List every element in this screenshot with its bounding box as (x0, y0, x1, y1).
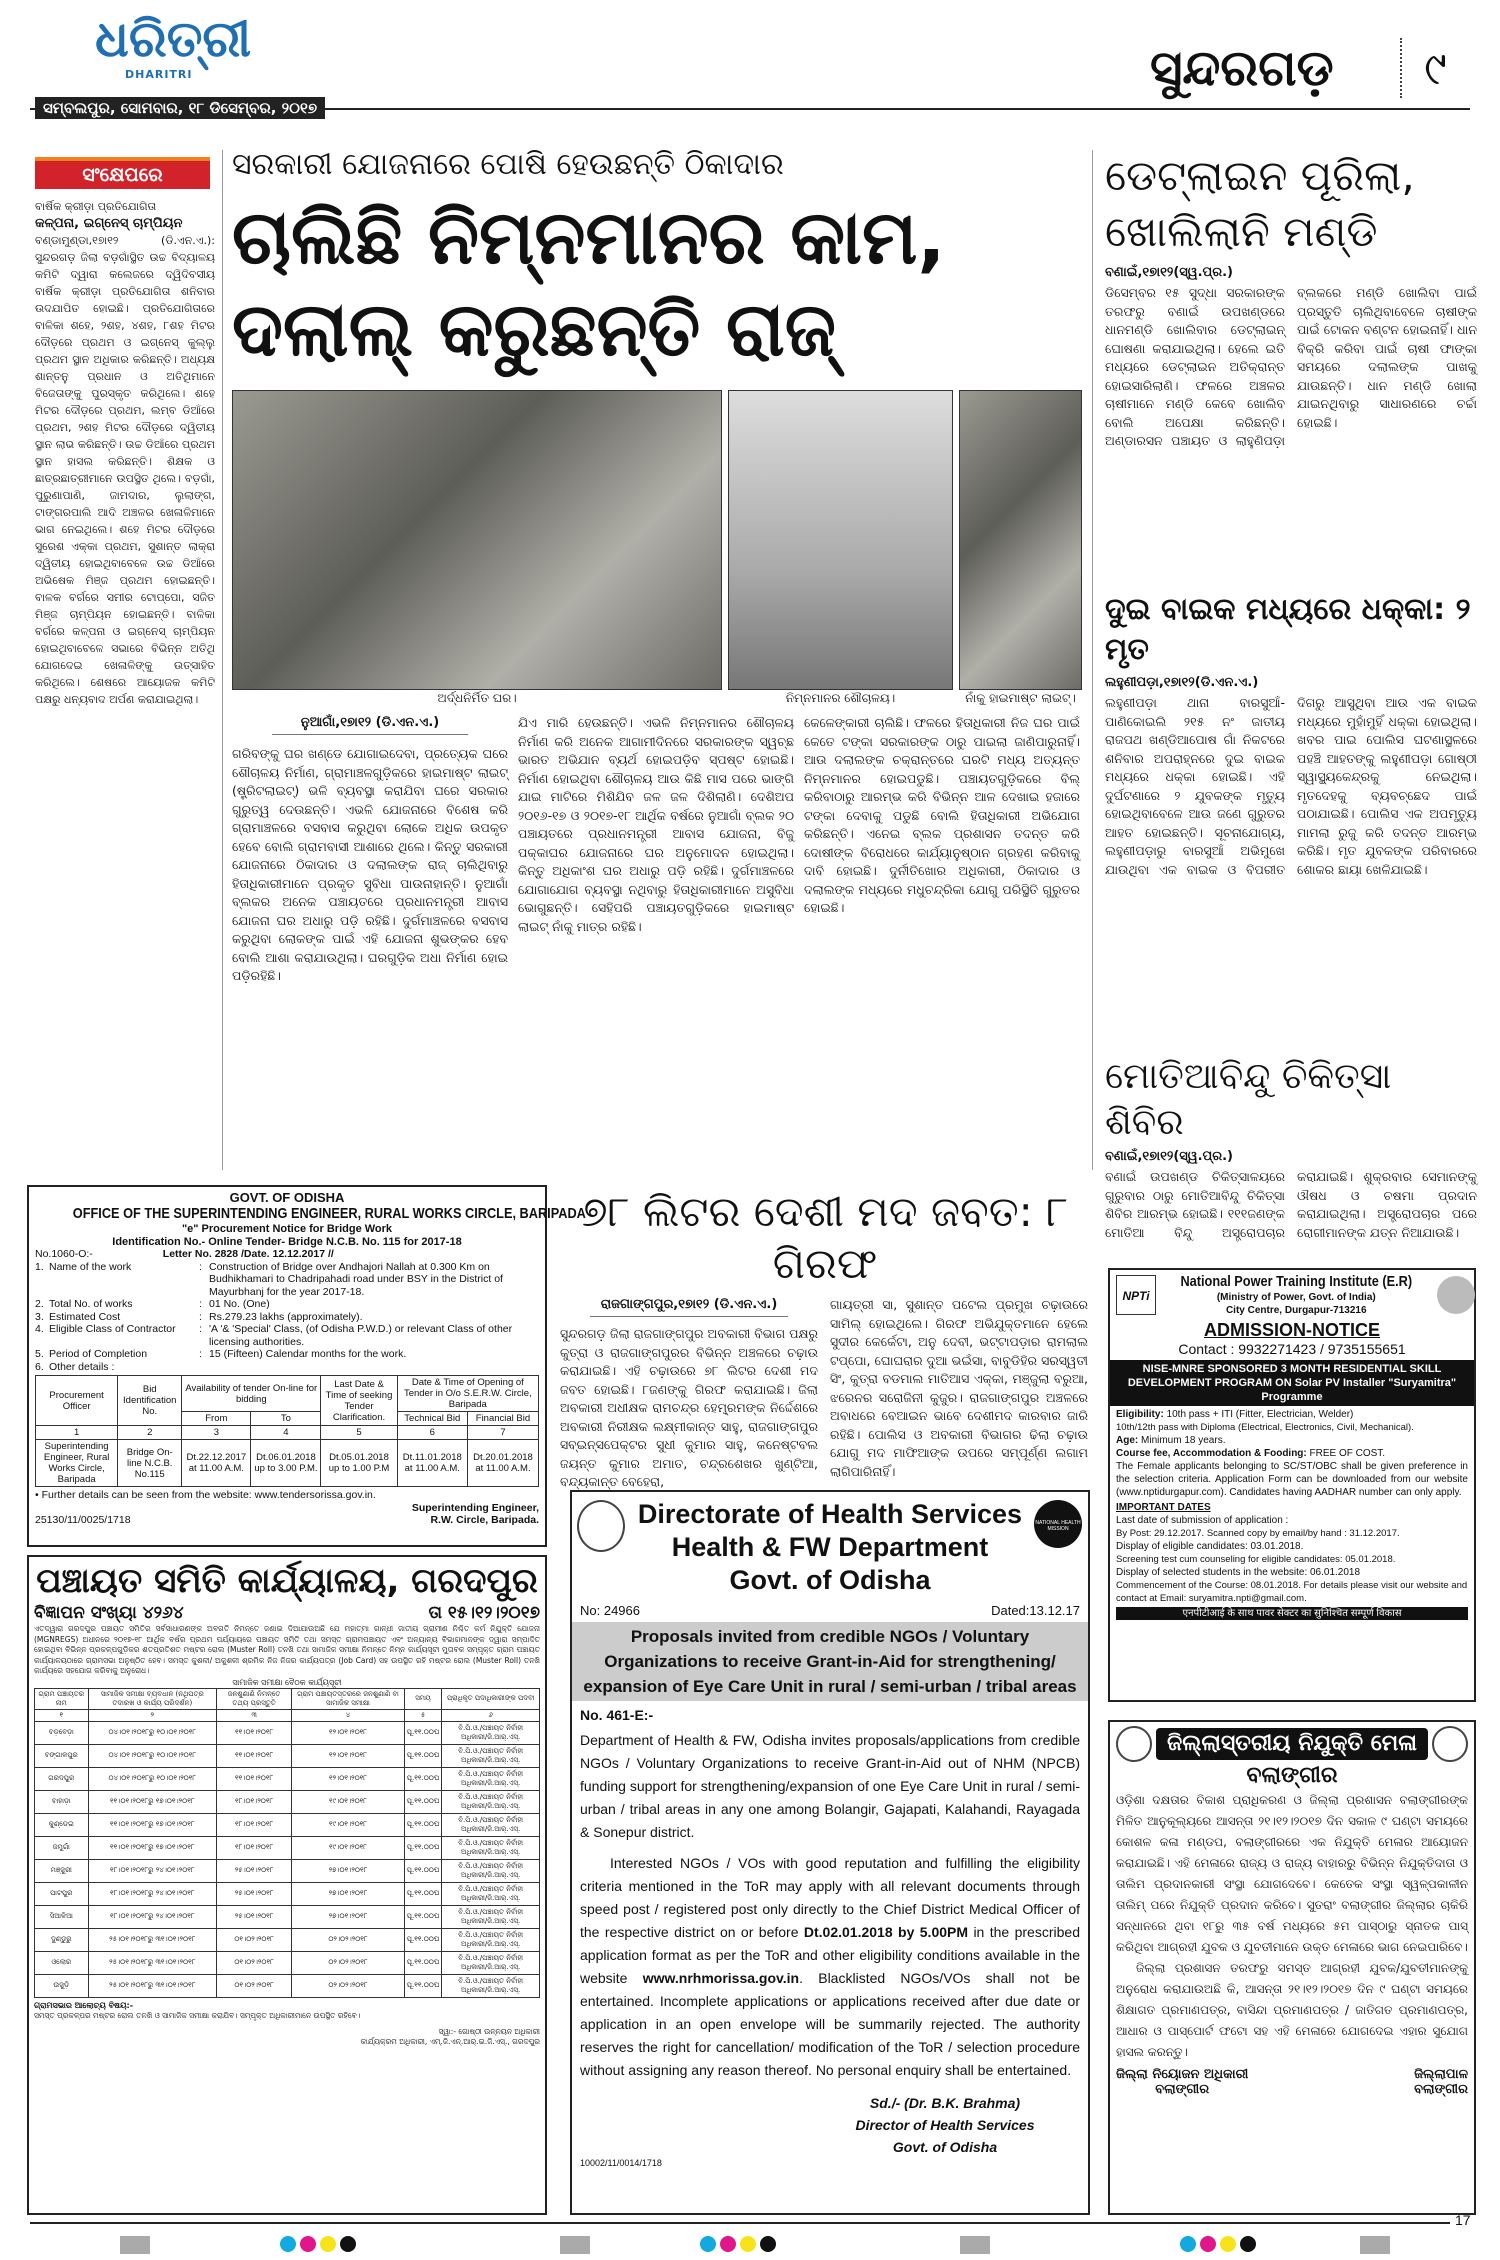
column-number: 2 (118, 1426, 182, 1440)
table-cell: ୧୨।୦୧।୨୦୧୮ (292, 1767, 405, 1790)
table-cell: ପୂ.୧୧.୦୦ଘ (404, 1767, 442, 1790)
lead-col-3: କେଳେଙ୍କାରୀ ଚାଲିଛି। ଫଳରେ ହିତାଧିକାରୀ ନିଜ ଘର ପାଇଁ କେତେ ଟଙ୍କା ସରକାରଙ୍କ ଠାରୁ ପାଇଲା ଜାଣିପାରୁନାହିଁ। ଆଉ ଦଲାଲଙ୍କ ଚକ୍ରାନ୍ତରେ ଘରଟି ମଧ୍ୟ ଅତ୍ୟନ୍ତ ନିମ୍ନମାନର ହୋଇପଡୁଛି। ପଞ୍ଚାୟତଗୁଡ଼ିକରେ ବିଲ୍ କରିବାଠାରୁ ଆରମ୍ଭ କରି ବିଭିନ୍ନ ଆଳ ଦେଖାଇ ହଜାରେ ଟଙ୍କା ଦେବାକୁ ପଡୁଛି ବୋଲି ହିତାଧିକାରୀ ଅଭିଯୋଗ କରିଛନ୍ତି। ଏନେଇ ବ୍ଲକ ପ୍ରଶାସନ ତଦନ୍ତ କରି ଦୋଷୀଙ୍କ ବିରୋଧରେ କାର୍ଯ୍ୟାନୁଷ୍ଠାନ ଗ୍ରହଣ କରିବାକୁ ଦାବି ହୋଇଛି। ଦୁର୍ନୀତିଖୋର ଅଧିକାରୀ, ଠିକାଦାର ଓ ଦଲାଲଙ୍କ ମଧ୍ୟରେ ମଧୁଚନ୍ଦ୍ରିକା ଯୋଗୁ ପରିସ୍ଥିତି ଗୁରୁତର ହୋଇଛି। (804, 715, 1080, 915)
column-header: ଗ୍ରାମ ପଞ୍ଚାୟତର ନାମ (35, 1688, 89, 1709)
table-cell: ପୂ.୧୧.୦୦ଘ (404, 1951, 442, 1974)
table-cell: ୦୧।୦୨।୨୦୧୮ (216, 1974, 291, 1997)
table-cell: ୧୧।୦୧।୨୦୧୮ (216, 1744, 291, 1767)
table-cell: ୨୫।୦୧।୨୦୧୮ରୁ ୩୧।୦୧।୨୦୧୮ (88, 1974, 216, 1997)
excise-headline: ୭୮ ଲିଟର ଦେଶୀ ମଦ ଜବତ: ୮ ଗିରଫ (581, 1187, 1069, 1288)
table-cell: ପୂ.୧୧.୦୦ଘ (404, 1859, 442, 1882)
column-number: 6 (397, 1426, 467, 1440)
health-notice: NATIONAL HEALTH MISSION Directorate of Health Services Health & FW Department Govt. of Odisha No: 24966 Dated:13.12.17 Proposals invited from credible NGOs / Voluntary Organizations to receive Grant-in-Aid for strengthening/ expansion of Eye Care Unit in rural / semi-urban / tribal areas No. 461-E:- Department of Health & FW, Odisha invites proposals/applications from credible NGOs / Voluntary Organizations to receive Grant-in-Aid out of NHM (NPCB) funding support for strengthening/expansion of one Eye Care Unit in rural / semi-urban / tribal areas in any one among Bolangir, Gajapati, Kalahandi, Rayagada & Sonepur district. Interested NGOs / VOs with good reputation and fulfilling the eligibility criteria mentioned in the ToR may apply with all relevant documents through speed post / registered post only directly to the Chief District Medical Officer of the respective district on or before Dt.02.01.2018 by 5.00PM in the prescribed application format as per the ToR and other eligibility conditions available in the website www.nrhmorissa.gov.in. Blacklisted NGOs/VOs shall not be entertained. Incomplete applications or applications received after due date or application in an open envelope will be summarily rejected. The authority reserves the right for cancellation/ modification of the ToR / selection procedure without assigning any reason thereof. No personal enquiry shall be entertained. Sd./- (Dr. B.K. Brahma) Director of Health Services Govt. of Odisha 10002/11/0014/1718 (570, 1490, 1090, 2215)
cyan-mark (1180, 2236, 1196, 2252)
table-cell: ବି.ପି.ଓ./ପଞ୍ଚାୟତ ନିର୍ବାହୀ ଅଧିକାରୀ/ଜି.ଆର୍.ଏସ୍. (442, 1905, 540, 1928)
tender-table: Procurement Officer Bid Identification No. Availability of tender On-line for bidding Last Date & Time of seeking Tender Clarification. Date & Time of Opening of Tender in O/o S.E.R.W. Circle, Baripada From To Technical Bid Financial Bid 1 2 3 4 5 6 7 Superintending Engineer, Rural Works Circle, Baripada Bridge On-line N.C.B. No.115 Dt.22.12.2017 at 11.00 A.M. Dt.06.01.2018 up to 3.00 P.M. Dt.05.01.2018 up to 1.00 P.M Dt.11.01.2018 at 11.00 A.M. Dt.20.01.2018 at 11.00 A.M. (35, 1375, 539, 1487)
brief-column (35, 198, 215, 1173)
brief-body: ବଣ୍ଡାମୁଣ୍ଡା,୧୭ା୧୨ (ଡି.ଏନ.ଏ.): ସୁନ୍ଦରଗଡ଼ ଜିଲା ବଡ଼ଗାଁସ୍ଥିତ ଉଚ୍ଚ ବିଦ୍ୟାଳୟ କମିଟି ଦ୍ୱାରା କଲେଜରେ ଦ୍ୱିଦିବସୀୟ ବାର୍ଷିକ କ୍ରୀଡ଼ା ପ୍ରତିଯୋଗିତା ଶନିବାର ଉଦଯାପିତ ହୋଇଛି। ପ୍ରତିଯୋଗିତାରେ ବାଳିକା ଶହେ, ୨ଶହ, ୪ଶହ, ୮ଶହ ମିଟର ଦୌଡ଼ରେ ପ୍ରଥମ ଓ ଇଗ୍ନେସ୍ କୁଲ୍ଲୁ ପ୍ରଥମ ସ୍ଥାନ ଅଧିକାର କରିଛନ୍ତି। ଅଧ୍ୟକ୍ଷ ଶାନ୍ତନୁ ପ୍ରଧାନ ଓ ଅତିଥିମାନେ ବିଜେତାଙ୍କୁ ପୁରସ୍କୃତ କରିଥିଲେ। ଶହେ ମିଟର ଦୌଡ଼ରେ ପ୍ରଥମ, ଲମ୍ବ ଡିଆଁରେ ପ୍ରଥମ, ୨ଶହ ମିଟର ଦୌଡ଼ରେ ଦ୍ୱିତୀୟ ସ୍ଥାନ ଲାଭ କରିଛନ୍ତି। ଉଚ୍ଚ ଡିଆଁରେ ପ୍ରଥମ ସ୍ଥାନ ହାସଲ କରିଛନ୍ତି। ଶିକ୍ଷକ ଓ ଛାତ୍ରଛାତ୍ରୀମାନେ ଉପସ୍ଥିତ ଥିଲେ। ବଡ଼ଗାଁ, ପୁରୁଣାପାଣି, ଜାମଦାର, ଲୁଲାଙ୍ଗ, ଟାଙ୍ଗରପାଲି ଆଦି ଅଞ୍ଚଳର ଖେଳାଳିମାନେ ଭାଗ ନେଇଥିଲେ। ଶହେ ମିଟର ଦୌଡ଼ରେ ସୁରେଶ ଏକ୍କା ପ୍ରଥମ, ସୁଶାନ୍ତ ଲାକ୍ରା ଦ୍ୱିତୀୟ ହୋଇଥିବାବେଳେ ଉଚ୍ଚ ଡିଆଁରେ ଅଭିଷେକ ମିଞ୍ଜ ପ୍ରଥମ ହୋଇଛନ୍ତି। ବାଳକ ବର୍ଗରେ ସମୀର ଟୋପ୍ପୋ, ସଜିତ ମିଞ୍ଜ ଚାମ୍ପିୟନ ହୋଇଛନ୍ତି। ବାଳିକା ବର୍ଗରେ କଳ୍ପନା ଓ ଇଗ୍ନେସ୍ ଚାମ୍ପିୟନ ହୋଇଥିବାବେଳେ ସଭାରେ ବିଭିନ୍ନ ଅତିଥି ଯୋଗଦେଇ ଖେଳାଳିଙ୍କୁ ଉତ୍ସାହିତ କରିଥିଲେ। ଶେଷରେ ଆୟୋଜକ କମିଟି ପକ୍ଷରୁ ଧନ୍ୟବାଦ ଅର୍ପଣ କରାଯାଇଥିଲା। (35, 234, 215, 706)
table-cell: ପୂ.୧୧.୦୦ଘ (404, 1882, 442, 1905)
excise-col-2: ଗାୟତ୍ରୀ ସା, ସୁଶାନ୍ତ ପଟେଲ ପ୍ରମୁଖ ଚଢ଼ାଉରେ ସାମିଲ୍ ହୋଇଥିଲେ। ଗିରଫ ଅଭିଯୁକ୍ତମାନେ ହେଲେ ସୁଦୀର କେର୍କେଟା, ଅନୁ ଦେବୀ, ଭଟ୍ଟାପଡ଼ାର ରାମଲାଲ ଟପ୍ପୋ, ଘୋଘରାର ଦୁଆ ଭଇଁସା, ବାବୁଡିହିର ସରସ୍ୱତୀ ସିଂ, କୁତ୍ରା ବଡମାଲ ମାତିଆସ ଏକ୍କା, ମଞ୍ଜୁଲା ବରୁଆ, ଝରେନର ସରୋଜିନୀ କୁଜୁର। ରାଜଗାଙ୍ଗପୁର ଅଞ୍ଚଳରେ ଅବାଧରେ ବେଆଇନ ଭାବେ ଦେଶୀମଦ କାରବାର ଜାରି ରହିଛି। ପୋଲିସ ଓ ଅବକାରୀ ବିଭାଗର ଢିଲା ଚଢ଼ାଉ ଯୋଗୁ ମଦ ମାଫିଆଙ୍କ ଉପରେ ସମ୍ପୂର୍ଣ୍ଣ ଲଗାମ ଲାଗିପାରିନାହିଁ। (830, 1297, 1088, 1479)
mandi-byline: ବଣାଇଁ,୧୭ା୧୨(ସ୍ୱ.ପ୍ର.) (1105, 265, 1233, 280)
yellow-mark (740, 2236, 756, 2252)
table-cell: ପାଟପୁର (35, 1882, 89, 1905)
cyan-mark (280, 2236, 296, 2252)
cyan-mark (700, 2236, 716, 2252)
table-cell: ୦୪।୦୧।୨୦୧୮ରୁ ୧୦।୦୧।୨୦୧୮ (88, 1767, 216, 1790)
registration-mark (120, 2236, 150, 2254)
table-row (35, 1836, 540, 1859)
npti-logo-icon: NPTi (1116, 1275, 1156, 1315)
table-cell: ୦୧।୦୨।୨୦୧୮ (216, 1951, 291, 1974)
table-cell: ବଙ୍ଗାଳପୁର (35, 1744, 89, 1767)
tender-notice: GOVT. OF ODISHA OFFICE OF THE SUPERINTENDING ENGINEER, RURAL WORKS CIRCLE, BARIPADA "e" Procurement Notice for Bridge Work Identification No.- Online Tender- Bridge N.C.B. No. 115 for 2017-18 No.1060-O:- Letter No. 2828 /Date. 12.12.2017 // 1. Name of the work : Construction of Bridge over Andhajori Nallah at 0.300 Km on Budhikhamari to Chadripahadi road under BSY in the District of Mayurbhanj for the year 2017-18. 2. Total No. of works : 01 No. (One) 3. Estimated Cost : Rs.279.23 lakhs (approximately). 4. Eligible Class of Contractor : 'A '& 'Special' Class, (of Odisha P.W.D.) or relevant Class of other licensing authorities. 5. Period of Completion : 15 (Fifteen) Calendar months for the work. 6. Other details : Procurement Officer Bid Identification No. Availability of tender On-line for bidding Last Date & Time of seeking Tender Clarification. Date & Time of Opening of Tender in O/o S.E.R.W. Circle, Baripada From To Technical Bid Financial Bid 1 2 3 4 5 6 7 Superintending Engineer, Rural Works Circle, Baripada Bridge On-line N.C.B. No.115 Dt.22.12.2017 at 11.00 A.M. Dt.06.01.2018 up to 3.00 P.M. Dt.05.01.2018 up to 1.00 P.M Dt.11.01.2018 at 11.00 A.M. Dt.20.01.2018 at 11.00 A.M. • Further details can be seen from the website: www.tendersorissa.gov.in. 25130/11/0025/1718 Superintending Engineer, R.W. Circle, Baripada. (27, 1185, 547, 1547)
lead-byline: ନୁଆଗାଁ,୧୭ା୧୨ (ଡି.ଏନ.ଏ.) (272, 714, 468, 735)
table-row (35, 1951, 540, 1974)
table-cell: ସିଆଳିଆ (35, 1905, 89, 1928)
eye-camp-headline: ମୋତିଆବିନ୍ଦୁ ଚିକିତ୍ସା ଶିବିର (1105, 1056, 1392, 1143)
registration-mark (1360, 2236, 1390, 2254)
table-row (35, 1721, 540, 1744)
odisha-emblem-icon (577, 1500, 625, 1552)
table-cell: ପୂ.୧୧.୦୦ଘ (404, 1721, 442, 1744)
table-row (35, 1928, 540, 1951)
table-row (35, 1790, 540, 1813)
photo-toilet (728, 390, 953, 690)
lead-story (232, 146, 1082, 1174)
table-cell: ବି.ପି.ଓ./ପଞ୍ଚାୟତ ନିର୍ବାହୀ ଅଧିକାରୀ/ଜି.ଆର୍.ଏସ୍. (442, 1882, 540, 1905)
table-cell: ୨୫।୦୧।୨୦୧୮ରୁ ୩୧।୦୧।୨୦୧୮ (88, 1928, 216, 1951)
table-cell: କୁଣ୍ଡେଇ (35, 1813, 89, 1836)
tender-item: 6. Other details : (35, 1360, 115, 1373)
job-fair-ad: ଜିଲ୍ଲାସ୍ତରୀୟ ନିଯୁକ୍ତି ମେଳା ବଲାଙ୍ଗୀର ଓଡ଼ିଶା ଦକ୍ଷତାର ବିକାଶ ପ୍ରାଧିକରଣ ଓ ଜିଲ୍ଲା ପ୍ରଶାସନ ବଲାଙ୍ଗୀରଙ୍କ ମିଳିତ ଆନୁକୂଲ୍ୟରେ ଆସନ୍ତା ୨୧।୧୨।୨୦୧୭ ଦିନ ସକାଳ ୯ ଘଣ୍ଟା ସମୟରେ କୋଶଳ କଳା ମଣ୍ଡପ, ବଲାଙ୍ଗୀରରେ ଏକ ନିଯୁକ୍ତି ମେଳାର ଆୟୋଜନ କରାଯାଇଛି। ଏହି ମେଳାରେ ରାଜ୍ୟ ଓ ରାଜ୍ୟ ବାହାରରୁ ବିଭିନ୍ନ ନିଯୁକ୍ତିଦାତା ଓ ତାଲିମ ପ୍ରଦାନକାରୀ ସଂସ୍ଥା ଯୋଗଦେବେ। କେତେକ ସଂସ୍ଥା ସ୍ୱଳ୍ପକାଳୀନ ତାଲିମ୍ ପରେ ନିଯୁକ୍ତି ପ୍ରଦାନ କରିବେ। ସୁତରାଂ ବଲାଙ୍ଗୀର ଜିଲ୍ଲାର ଚାକିରି ସନ୍ଧାନରେ ଥିବା ୧୮ରୁ ୩୫ ବର୍ଷ ମଧ୍ୟରେ ୫ମ ପାସ୍‌ଠାରୁ ସ୍ନାତକ ପାସ୍ କରିଥିବା ଆଗ୍ରହୀ ଯୁବକ ଓ ଯୁବତୀମାନେ ଉକ୍ତ ମେଳାରେ ଭାଗ ନେଇପାରିବେ। ଜିଲ୍ଲା ପ୍ରଶାସନ ତରଫରୁ ସମସ୍ତ ଆଗ୍ରହୀ ଯୁବକ/ଯୁବତୀମାନଙ୍କୁ ଅନୁରୋଧ କରାଯାଉଅଛି କି, ଆସନ୍ତା ୨୧।୧୨।୨୦୧୭ ଦିନ ୯ ଘଣ୍ଟା ସମୟରେ ଶିକ୍ଷାଗତ ପ୍ରମାଣପତ୍ର, ବାସିନ୍ଦା ପ୍ରମାଣପତ୍ର / ଜାତିଗତ ପ୍ରମାଣପତ୍ର, ଆଧାର ଓ ପାସ୍‌ପୋର୍ଟ ଫଟୋ ସହ ଏହି ମେଳାରେ ଯୋଗଦେଇ ଏହାର ସୁଯୋଗ ହାସଲ କରନ୍ତୁ। ଜିଲ୍ଲା ନିୟୋଜନ ଅଧିକାରୀ ବଲାଙ୍ଗୀର ଜିଲ୍ଲାପାଳ ବଲାଙ୍ଗୀର (1108, 1720, 1476, 2215)
table-row (35, 1882, 540, 1905)
table-row (35, 1813, 540, 1836)
brief-tag: ସଂକ୍ଷେପରେ (35, 157, 210, 189)
table-cell: ୧୯।୦୧।୨୦୧୮ (292, 1813, 405, 1836)
bike-byline: ଲହୁଣୀପଡ଼ା,୧୭ା୧୨(ଡି.ଏନ.ଏ.) (1105, 675, 1259, 690)
table-cell: ୧୧।୦୧।୨୦୧୮ରୁ ୧୭।୦୧।୨୦୧୮ (88, 1836, 216, 1859)
magenta-mark (720, 2236, 736, 2252)
table-cell: ୨୫।୦୧।୨୦୧୮ (216, 1882, 291, 1905)
table-row (35, 1767, 540, 1790)
column-number: ୩ (216, 1709, 291, 1721)
table-cell: ପୂ.୧୧.୦୦ଘ (404, 1790, 442, 1813)
table-cell: ପୂ.୧୧.୦୦ଘ (404, 1928, 442, 1951)
caption: ନାଁକୁ ହାଇମାଷ୍ଟ ଲାଇଟ୍। (965, 691, 1076, 705)
table-cell: ବି.ପି.ଓ./ପଞ୍ଚାୟତ ନିର୍ବାହୀ ଅଧିକାରୀ/ଜି.ଆର୍.ଏସ୍. (442, 1836, 540, 1859)
table-cell: ୦୨।୦୨।୨୦୧୮ (292, 1951, 405, 1974)
excise-col-1: ସୁନ୍ଦରଗଡ଼ ଜିଲା ରାଜଗାଙ୍ଗପୁର ଅବକାରୀ ବିଭାଗ ପକ୍ଷରୁ କୁତ୍ରା ଓ ରାଜଗାଙ୍ଗପୁରର ବିଭିନ୍ନ ଅଞ୍ଚଳରେ ଚଢ଼ାଉ କରାଯାଇଛି। ଏହି ଚଢ଼ାଉରେ ୭୮ ଲିଟର ଦେଶୀ ମଦ ଜବତ ହୋଇଛି। ୮ଜଣଙ୍କୁ ଗିରଫ କରାଯାଇଛି। ଜିଲା ଅବକାରୀ ଅଧୀକ୍ଷକ ରାମଚନ୍ଦ୍ର ହେମ୍ବ୍ରମଙ୍କ ନିର୍ଦ୍ଦେଶରେ ଅବକାରୀ ନିରୀକ୍ଷକ ଲକ୍ଷ୍ମୀକାନ୍ତ ସାହୁ, ରାଜଗାଙ୍ଗପୁର ସବ୍‌ଇନ୍‌ସପେକ୍ଟର ସୁଧୀ କୁମାର ସାହୁ, କନେଷ୍ଟବଲ ଜୟନ୍ତ କୁମାର ଅମାତ, ଚନ୍ଦ୍ରଶେଖର ଖୁଣ୍ଟିଆ, ବନ୍ଦ୍ୟକାନ୍ତ ବେହେରା, (560, 1326, 818, 1489)
table-cell: Superintending Engineer, Rural Works Circle, Baripada (36, 1440, 118, 1487)
lead-headline: ଚାଲିଛି ନିମ୍ନମାନର କାମ, ଦଲାଲ୍ କରୁଛନ୍ତି ରାଜ୍ (232, 195, 946, 373)
column-number: ୪ (292, 1709, 405, 1721)
table-cell: ୧୨।୦୧।୨୦୧୮ (292, 1721, 405, 1744)
panchayat-ad: ପଞ୍ଚାୟତ ସମିତି କାର୍ଯ୍ୟାଳୟ, ଗରଦପୁର ବିଜ୍ଞାପନ ସଂଖ୍ୟା ୪୨୬୪ ତା ୧୫।୧୨।୨୦୧୭ ଏତଦ୍ୱାରା ଗରଦପୁର ପଞ୍ଚାୟତ ସମିତିର ସର୍ବସାଧାରଣଙ୍କ ଅବଗତି ନିମନ୍ତେ ଜଣାଇ ଦିଆଯାଉଅଛି ଯେ ମହାତ୍ମା ଗାନ୍ଧୀ ଜାତୀୟ ଗ୍ରାମୀଣ ନିଶ୍ଚିତ କର୍ମ ନିଯୁକ୍ତି ଯୋଜନା (MGNREGS) ଅଧୀନରେ ୨୦୧୭-୧୮ ଆର୍ଥିକ ବର୍ଷର ପ୍ରଥମ ପର୍ଯ୍ୟାୟରେ ପଞ୍ଚାୟତ ସମିତି ତଥା ସମସ୍ତ ଗ୍ରାମପଞ୍ଚାୟତ ଏବଂ ଅନ୍ୟାନ୍ୟ ବିଭାଗମାନଙ୍କ ଦ୍ୱାରା ସମ୍ପାଦିତ ହୋଇଥିବା ବିଭିନ୍ନ ପ୍ରକଳ୍ପଗୁଡ଼ିକର ଶତପ୍ରତିଶତ ମଷ୍ଟର ରୋଲ (Muster Roll) ତନଖି ତଥା ସାମାଜିକ ସମୀକ୍ଷା ନିମନ୍ତେ ନିମ୍ନ କାର୍ଯ୍ୟସୂଚୀ ମୁତାବକ ସମ୍ପୃକ୍ତ ଗ୍ରାମ ପଞ୍ଚାୟତ କାର୍ଯ୍ୟାଳୟଠାରେ ଗ୍ରାମସଭା ଅନୁଷ୍ଠିତ ହେବ। ସମସ୍ତ କୁଶଳୀ/ ଅକୁଶଳୀ ଶ୍ରମିକ ନିଜ ନିଜର କାର୍ଯ୍ୟପତ୍ର (Job Card) ସହ ଉପସ୍ଥିତ ରହି ମଷ୍ଟର ରୋଲ (Muster Roll) ତନଖି କାର୍ଯ୍ୟରେ ସହଯୋଗ କରିବାକୁ ଅନୁରୋଧ। ସାମାଜିକ ସମୀକ୍ଷା ବୈଠକ କାର୍ଯ୍ୟସୂଚୀ ଗ୍ରାମ ପଞ୍ଚାୟତର ନାମ ସାମାଜିକ ସମୀକ୍ଷା ବ୍ୟବଧାନ (ନଥିପତ୍ର ତଦାରଖ ଓ କାର୍ଯ୍ୟ ପରିଦର୍ଶନ) ଜନଶୁଣାଣି ନିମନ୍ତେ ତଥ୍ୟ ପ୍ରସ୍ତୁତି ଗ୍ରାମ ପଞ୍ଚାୟତସ୍ତରରେ ଜନଶୁଣାଣି ବା ସାମାଜିକ ସମୀକ୍ଷା ସମୟ ପ୍ରାଧିକୃତ ପଦାଧିକାରୀଙ୍କ ପଦବୀ ୧ ୨ ୩ ୪ ୫ ୬ ବଡ଼ବେଡ଼ା ୦୪।୦୧।୨୦୧୮ରୁ ୧୦।୦୧।୨୦୧୮ ୧୧।୦୧।୨୦୧୮ ୧୨।୦୧।୨୦୧୮ ପୂ.୧୧.୦୦ଘ ବି.ପି.ଓ./ପଞ୍ଚାୟତ ନିର୍ବାହୀ ଅଧିକାରୀ/ଜି.ଆର୍.ଏସ୍. ବଙ୍ଗାଳପୁର ୦୪।୦୧।୨୦୧୮ରୁ ୧୦।୦୧।୨୦୧୮ ୧୧।୦୧।୨୦୧୮ ୧୨।୦୧।୨୦୧୮ ପୂ.୧୧.୦୦ଘ ବି.ପି.ଓ./ପଞ୍ଚାୟତ ନିର୍ବାହୀ ଅଧିକାରୀ/ଜି.ଆର୍.ଏସ୍. ଗରଦପୁର ୦୪।୦୧।୨୦୧୮ରୁ ୧୦।୦୧।୨୦୧୮ ୧୧।୦୧।୨୦୧୮ ୧୨।୦୧।୨୦୧୮ ପୂ.୧୧.୦୦ଘ ବି.ପି.ଓ./ପଞ୍ଚାୟତ ନିର୍ବାହୀ ଅଧିକାରୀ/ଜି.ଆର୍.ଏସ୍. ବାହାଡ଼ା ୧୧।୦୧।୨୦୧୮ରୁ ୧୭।୦୧।୨୦୧୮ ୧୮।୦୧।୨୦୧୮ ୧୯।୦୧।୨୦୧୮ ପୂ.୧୧.୦୦ଘ ବି.ପି.ଓ./ପଞ୍ଚାୟତ ନିର୍ବାହୀ ଅଧିକାରୀ/ଜି.ଆର୍.ଏସ୍. କୁଣ୍ଡେଇ ୧୧।୦୧।୨୦୧୮ରୁ ୧୭।୦୧।୨୦୧୮ ୧୮।୦୧।୨୦୧୮ ୧୯।୦୧।୨୦୧୮ ପୂ.୧୧.୦୦ଘ ବି.ପି.ଓ./ପଞ୍ଚାୟତ ନିର୍ବାହୀ ଅଧିକାରୀ/ଜି.ଆର୍.ଏସ୍. ଜମୁଗାଁ ୧୧।୦୧।୨୦୧୮ରୁ ୧୭।୦୧।୨୦୧୮ ୧୮।୦୧।୨୦୧୮ ୧୯।୦୧।୨୦୧୮ ପୂ.୧୧.୦୦ଘ ବି.ପି.ଓ./ପଞ୍ଚାୟତ ନିର୍ବାହୀ ଅଧିକାରୀ/ଜି.ଆର୍.ଏସ୍. ମଞ୍ଜୁରୀ ୧୮।୦୧।୨୦୧୮ରୁ ୨୪।୦୧।୨୦୧୮ ୨୫।୦୧।୨୦୧୮ ୨୭।୦୧।୨୦୧୮ ପୂ.୧୧.୦୦ଘ ବି.ପି.ଓ./ପଞ୍ଚାୟତ ନିର୍ବାହୀ ଅଧିକାରୀ/ଜି.ଆର୍.ଏସ୍. ପାଟପୁର ୧୮।୦୧।୨୦୧୮ରୁ ୨୪।୦୧।୨୦୧୮ ୨୫।୦୧।୨୦୧୮ ୨୭।୦୧।୨୦୧୮ ପୂ.୧୧.୦୦ଘ ବି.ପି.ଓ./ପଞ୍ଚାୟତ ନିର୍ବାହୀ ଅଧିକାରୀ/ଜି.ଆର୍.ଏସ୍. ସିଆଳିଆ ୧୮।୦୧।୨୦୧୮ରୁ ୨୪।୦୧।୨୦୧୮ ୨୫।୦୧।୨୦୧୮ ୨୭।୦୧।୨୦୧୮ ପୂ.୧୧.୦୦ଘ ବି.ପି.ଓ./ପଞ୍ଚାୟତ ନିର୍ବାହୀ ଅଧିକାରୀ/ଜି.ଆର୍.ଏସ୍. ଦୁଣ୍ଡୁରୁ ୨୫।୦୧।୨୦୧୮ରୁ ୩୧।୦୧।୨୦୧୮ ୦୧।୦୨।୨୦୧୮ ୦୨।୦୨।୨୦୧୮ ପୂ.୧୧.୦୦ଘ ବି.ପି.ଓ./ପଞ୍ଚାୟତ ନିର୍ବାହୀ ଅଧିକାରୀ/ଜି.ଆର୍.ଏସ୍. ଓଲୋର ୨୫।୦୧।୨୦୧୮ରୁ ୩୧।୦୧।୨୦୧୮ ୦୧।୦୨।୨୦୧୮ ୦୨।୦୨।୨୦୧୮ ପୂ.୧୧.୦୦ଘ ବି.ପି.ଓ./ପଞ୍ଚାୟତ ନିର୍ବାହୀ ଅଧିକାରୀ/ଜି.ଆର୍.ଏସ୍. ଉଜୁଡ଼ି ୨୫।୦୧।୨୦୧୮ରୁ ୩୧।୦୧।୨୦୧୮ ୦୧।୦୨।୨୦୧୮ ୦୨।୦୨।୨୦୧୮ ପୂ.୧୧.୦୦ଘ ବି.ପି.ଓ./ପଞ୍ଚାୟତ ନିର୍ବାହୀ ଅଧିକାରୀ/ଜି.ଆର୍.ଏସ୍. ଗ୍ରାମସଭାର ଆଲୋଚ୍ୟ ବିଷୟ:- ସମସ୍ତ ପ୍ରକଳ୍ପର ମଷ୍ଟର ରୋଲ ତନଖି ଓ ସାମାଜିକ ସମୀକ୍ଷା କରାଯିବ। ସମ୍ପୃକ୍ତ ଅଧିକାରୀମାନେ ଉପସ୍ଥିତ ରହିବେ। ସ୍ୱା:- ଗୋଷ୍ଠୀ ଉନ୍ନୟନ ଅଧିକାରୀ କାର୍ଯ୍ୟକ୍ରମ ଅଧିକାରୀ, ଏମ୍.ଜି.ଏନ୍.ଆର୍.ଇ.ଜି.ଏସ୍., ଗରଦପୁର (27, 1555, 547, 2215)
column-header: ପ୍ରାଧିକୃତ ପଦାଧିକାରୀଙ୍କ ପଦବୀ (442, 1688, 540, 1709)
excise-story (560, 1186, 1090, 1489)
page-number: ୯ (1400, 38, 1447, 98)
table-cell: ଉଜୁଡ଼ି (35, 1974, 89, 1997)
lead-col-2: ଯିଏ ମାରି ହେଉଛନ୍ତି। ଏଭଳି ନିମ୍ନମାନର ଶୌଚାଳୟ ନିର୍ମାଣ କରି ଅନେକ ଆଗାମୀଦିନରେ ସରକାରଙ୍କ ସ୍ୱଚ୍ଛ ଭାରତ ଅଭିଯାନ ବ୍ୟର୍ଥ ହୋଇପଡ଼ିବ ସ୍ପଷ୍ଟ ହୋଇଛି। ନିର୍ମାଣ ହୋଇଥିବା ଶୌଚାଳୟ ଆଉ କିଛି ମାସ ପରେ ଭାଙ୍ଗି ଯାଇ ମାଟିରେ ମିଶିଯିବ ଜଳ ଜଳ ଦିଶିଲାଣି। ଦେଶିଅପ ୨୦୧୬-୧୭ ଓ ୨୦୧୭-୧୮ ଆର୍ଥିକ ବର୍ଷରେ ନୁଆଗାଁ ବ୍ଲକ ୨୦ ପଞ୍ଚାୟତରେ ପ୍ରଧାନମନ୍ତ୍ରୀ ଆବାସ ଯୋଜନା, ବିଜୁ ପକ୍କାଘର ଯୋଜନାରେ ଘର ଅନୁମୋଦନ ହୋଇଥିଲା। କିନ୍ତୁ ଅଧିକାଂଶ ଘର ଅଧାରୁ ପଡ଼ି ରହିଛି। ଦୁର୍ଗମାଞ୍ଚଳରେ ଯୋଗାଯୋଗ ବ୍ୟବସ୍ଥା ନଥିବାରୁ ହିତାଧିକାରୀମାନେ ଅସୁବିଧା ଭୋଗୁଛନ୍ତି। ସେହିପରି ପଞ୍ଚାୟତଗୁଡ଼ିକରେ ହାଇମାଷ୍ଟ ଲାଇଟ୍ ନାଁକୁ ମାତ୍ର ରହିଛି। (518, 715, 794, 934)
table-cell: ଗରଦପୁର (35, 1767, 89, 1790)
tender-item: 1. Name of the work : Construction of Bridge over Andhajori Nallah at 0.300 Km on Budhikhamari to Chadripahadi road under BSY in the District of Mayurbhanj for the year 2017-18. (35, 1260, 503, 1298)
photo-house (232, 390, 722, 690)
table-cell: Dt.06.01.2018 up to 3.00 P.M. (251, 1440, 321, 1487)
registration-mark (960, 2236, 990, 2254)
table-cell: ୨୭।୦୧।୨୦୧୮ (292, 1882, 405, 1905)
lead-kicker: ସରକାରୀ ଯୋଜନାରେ ପୋଷି ହେଉଛନ୍ତି ଠିକାଦାର (232, 147, 784, 182)
column-number: ୫ (404, 1709, 442, 1721)
table-cell: ୨୫।୦୧।୨୦୧୮ରୁ ୩୧।୦୧।୨୦୧୮ (88, 1951, 216, 1974)
excise-byline: ରାଜଗାଙ୍ଗପୁର,୧୭ା୧୨ (ଡି.ଏନ.ଏ.) (590, 1296, 788, 1317)
column-number: ୬ (442, 1709, 540, 1721)
table-cell: Bridge On-line N.C.B. No.115 (118, 1440, 182, 1487)
table-cell: ୨୫।୦୧।୨୦୧୮ (216, 1905, 291, 1928)
registration-mark (560, 2236, 590, 2254)
tender-item: 2. Total No. of works : 01 No. (One) (35, 1298, 270, 1310)
table-cell: ବଡ଼ବେଡ଼ା (35, 1721, 89, 1744)
eye-camp-body: ବଣାଇଁ ଉପଖଣ୍ଡ ଚିକିତ୍ସାଳୟରେ ଗୁରୁବାର ଠାରୁ ମୋତିଆବିନ୍ଦୁ ଚିକିତ୍ସା ଶିବିର ଆରମ୍ଭ ହୋଇଛି। ୧୧୧ଜଣଙ୍କ ମୋତିଆ ବିନ୍ଦୁ ଅସ୍ତ୍ରୋପଚାର କରାଯାଇଛି। ଶୁକ୍ରବାର ସେମାନଙ୍କୁ ଔଷଧ ଓ ଚଷମା ପ୍ରଦାନ କରାଯାଇଥିଲା। ଅସ୍ତ୍ରୋପଚାର ପରେ ରୋଗୀମାନଙ୍କ ଯତ୍ନ ନିଆଯାଉଛି। (1105, 1169, 1477, 1240)
tender-item: 5. Period of Completion : 15 (Fifteen) Calendar months for the work. (35, 1348, 407, 1360)
table-row (35, 1905, 540, 1928)
table-cell: ୦୨।୦୨।୨୦୧୮ (292, 1928, 405, 1951)
table-cell: ୧୨।୦୧।୨୦୧୮ (292, 1744, 405, 1767)
column-number: 7 (467, 1426, 538, 1440)
table-cell: ୧୮।୦୧।୨୦୧୮ରୁ ୨୪।୦୧।୨୦୧୮ (88, 1859, 216, 1882)
nhm-logo-icon: NATIONAL HEALTH MISSION (1034, 1500, 1082, 1548)
column-header: ସାମାଜିକ ସମୀକ୍ଷା ବ୍ୟବଧାନ (ନଥିପତ୍ର ତଦାରଖ ଓ କାର୍ଯ୍ୟ ପରିଦର୍ଶନ) (88, 1688, 216, 1709)
table-cell: ୦୨।୦୨।୨୦୧୮ (292, 1974, 405, 1997)
table-cell: ୧୯।୦୧।୨୦୧୮ (292, 1790, 405, 1813)
table-cell: Dt.20.01.2018 at 11.00 A.M. (467, 1440, 538, 1487)
tender-item: 4. Eligible Class of Contractor : 'A '& 'Special' Class, (of Odisha P.W.D.) or relevant Class of other licensing authorities. (35, 1323, 513, 1348)
lead-col-1: ଗରିବଙ୍କୁ ଘର ଖଣ୍ଡେ ଯୋଗାଇଦେବା, ପ୍ରତ୍ୟେକ ଘରେ ଶୌଚାଳୟ ନିର୍ମାଣ, ଗ୍ରାମାଞ୍ଚଳଗୁଡ଼ିକରେ ହାଇମାଷ୍ଟ ଲାଇଟ୍ (ଷ୍ଟ୍ରିଟଲାଇଟ୍) ଭଳି ବ୍ୟବସ୍ଥା କରାଯିବା ଘରେ ସରକାର ଗୁରୁତ୍ୱ ଦେଉଛନ୍ତି। ଏଭଳି ଯୋଜନାରେ ବିଶେଷ କରି ଗ୍ରାମାଞ୍ଚଳରେ ବସବାସ କରୁଥିବା ଲୋକେ ଅଧିକ ଉପକୃତ ହେବେ ବୋଲି ଗ୍ରାମବାସୀ ଆଶାରେ ଥିଲେ। କିନ୍ତୁ ସରକାରୀ ଯୋଜନାରେ ଠିକାଦାର ଓ ଦଲାଲଙ୍କ ରାଜ୍ ଚାଲିଥିବାରୁ ହିତାଧିକାରୀମାନେ ପ୍ରକୃତ ସୁବିଧା ପାଉନାହାନ୍ତି। ନୁଆଗାଁ ବ୍ଲକର ଅନେକ ପଞ୍ଚାୟତରେ ପ୍ରଧାନମନ୍ତ୍ରୀ ଆବାସ ଯୋଜନା ଘର ଅଧାରୁ ପଡ଼ି ରହିଛି। ଦୁର୍ଗମାଞ୍ଚଳରେ ବସବାସ କରୁଥିବା ଲୋକଙ୍କ ପାଇଁ ଏହି ଯୋଜନା ଶୁଭଙ୍କର ହେବ ବୋଲି ଆଶା କରାଯାଉଥିଲା। ଘରଗୁଡ଼ିକ ଅଧା ନିର୍ମାଣ ହୋଇ ପଡ଼ିରହିଛି। (232, 746, 508, 983)
black-mark (1240, 2236, 1256, 2252)
table-cell: ବି.ପି.ଓ./ପଞ୍ଚାୟତ ନିର୍ବାହୀ ଅଧିକାରୀ/ଜି.ଆର୍.ଏସ୍. (442, 1790, 540, 1813)
table-cell: ୨୫।୦୧।୨୦୧୮ (216, 1859, 291, 1882)
print-page-number: 17 (1455, 2212, 1471, 2228)
table-cell: ୧୮।୦୧।୨୦୧୮ରୁ ୨୪।୦୧।୨୦୧୮ (88, 1882, 216, 1905)
newspaper-logo: ଧରିତ୍ରୀ DHARITRI (95, 10, 252, 81)
section-title: ସୁନ୍ଦରଗଡ଼ (1150, 39, 1334, 97)
table-cell: ଦୁଣ୍ଡୁରୁ (35, 1928, 89, 1951)
brief-sub: ବାର୍ଷିକ କ୍ରୀଡ଼ା ପ୍ରତିଯୋଗିତା (35, 200, 157, 213)
table-cell: ବି.ପି.ଓ./ପଞ୍ଚାୟତ ନିର୍ବାହୀ ଅଧିକାରୀ/ଜି.ଆର୍.ଏସ୍. (442, 1974, 540, 1997)
table-cell: ବି.ପି.ଓ./ପଞ୍ଚାୟତ ନିର୍ବାହୀ ଅଧିକାରୀ/ଜି.ଆର୍.ଏସ୍. (442, 1813, 540, 1836)
bike-body: ଲହୁଣୀପଡ଼ା ଥାନା ବାରସୁଆଁ-ପାଣିକୋଇଲି ୨୧୫ ନଂ ଜାତୀୟ ରାଜପଥ ଖଣ୍ଡିଆପୋଷ ଗାଁ ନିକଟରେ ଶନିବାର ଅପରାହ୍ନରେ ଦୁଇ ବାଇକ ମଧ୍ୟରେ ଧକ୍କା ହୋଇଛି। ଏହି ଦୁର୍ଘଟଣାରେ ୨ ଯୁବକଙ୍କ ମୃତ୍ୟୁ ହୋଇଥିବାବେଳେ ଆଉ ଜଣେ ଗୁରୁତର ଆହତ ହୋଇଛନ୍ତି। ସୂଚନାଯୋଗ୍ୟ, ଲହୁଣୀପଡ଼ାରୁ ବାରସୁଆଁ ଅଭିମୁଖେ ଯାଉଥିବା ଏକ ବାଇକ ଓ ବିପରୀତ ଦିଗରୁ ଆସୁଥିବା ଆଉ ଏକ ବାଇକ ମଧ୍ୟରେ ମୁହାଁମୁହିଁ ଧକ୍କା ହୋଇଥିଲା। ଖବର ପାଇ ପୋଲିସ ଘଟଣାସ୍ଥଳରେ ପହଞ୍ଚି ଆହତଙ୍କୁ ଲହୁଣୀପଡ଼ା ଗୋଷ୍ଠୀ ସ୍ୱାସ୍ଥ୍ୟକେନ୍ଦ୍ରକୁ ନେଇଥିଲା। ମୃତଦେହକୁ ବ୍ୟବଚ୍ଛେଦ ପାଇଁ ପଠାଯାଇଛି। ପୋଲିସ ଏକ ଅପମୃତ୍ୟୁ ମାମଲା ରୁଜୁ କରି ତଦନ୍ତ ଆରମ୍ଭ କରିଛି। ମୃତ ଯୁବକଙ୍କ ପରିବାରରେ ଶୋକର ଛାୟା ଖେଳିଯାଇଛି। (1105, 695, 1477, 877)
column-header: ସମୟ (404, 1688, 442, 1709)
table-cell: ୦୧।୦୨।୨୦୧୮ (216, 1928, 291, 1951)
table-cell: ଓଲୋର (35, 1951, 89, 1974)
table-cell: Dt.05.01.2018 up to 1.00 P.M (321, 1440, 397, 1487)
footer-rule (30, 2222, 1450, 2224)
table-cell: ପୂ.୧୧.୦୦ଘ (404, 1744, 442, 1767)
table-cell: ୧୧।୦୧।୨୦୧୮ରୁ ୧୭।୦୧।୨୦୧୮ (88, 1813, 216, 1836)
black-mark (340, 2236, 356, 2252)
table-cell: ୧୧।୦୧।୨୦୧୮ରୁ ୧୭।୦୧।୨୦୧୮ (88, 1790, 216, 1813)
tender-item: 3. Estimated Cost : Rs.279.23 lakhs (approximately). (35, 1310, 363, 1323)
magenta-mark (300, 2236, 316, 2252)
yellow-mark (320, 2236, 336, 2252)
column-number: 1 (36, 1426, 118, 1440)
table-row (35, 1974, 540, 1997)
bike-headline: ଦୁଇ ବାଇକ ମଧ୍ୟରେ ଧକ୍କା: ୨ ମୃତ (1105, 592, 1471, 667)
caption: ଅର୍ଦ୍ଧନିର୍ମିତ ଘର। (437, 691, 517, 705)
table-cell: ପୂ.୧୧.୦୦ଘ (404, 1813, 442, 1836)
table-cell: ୧୯।୦୧।୨୦୧୮ (292, 1836, 405, 1859)
table-cell: ୦୪।୦୧।୨୦୧୮ରୁ ୧୦।୦୧।୨୦୧୮ (88, 1744, 216, 1767)
skill-odisha-logo-icon (1432, 1726, 1468, 1762)
magenta-mark (1200, 2236, 1216, 2252)
npti-notice: NPTi National Power Training Institute (E.R) (Ministry of Power, Govt. of India) City Centre, Durgapur-713216 ADMISSION-NOTICE Contact : 9932271423 / 9735155651 NISE-MNRE SPONSORED 3 MONTH RESIDENTIAL SKILL DEVELOPMENT PROGRAM ON Solar PV Installer "Suryamitra" Programme Eligibility: 10th pass + ITI (Fitter, Electrician, Welder) 10th/12th pass with Diploma (Electrical, Electronics, Civil, Mechanical). Age: Minimum 18 years. Course fee, Accommodation & Fooding: FREE OF COST. The Female applicants belonging to SC/ST/OBC shall be given preference in the selection criteria. Application Form can be downloaded from our website (www.nptidurgapur.com). Candidates having AADHAR number can only apply. IMPORTANT DATES Last date of submission of application : By Post: 29.12.2017. Scanned copy by email/by hand : 31.12.2017. Display of eligible candidates: 03.01.2018. Screening test cum counseling for eligible candidates: 05.01.2018. Display of selected students in the website: 06.01.2018 Commencement of the Course: 08.01.2018. For details please visit our website and contact at Email: suryamitra.npti@gmail.com. एनपीटीआई के साथ पावर सेक्टर का सुनिश्चित सम्पूर्ण विकास (1108, 1268, 1476, 1702)
table-cell: ୧୧।୦୧।୨୦୧୮ (216, 1767, 291, 1790)
dateline: ସମ୍ବଲପୁର, ସୋମବାର, ୧୮ ଡିସେମ୍ବର, ୨୦୧୭ (35, 97, 325, 119)
right-column (1105, 148, 1477, 1253)
table-cell: Dt.22.12.2017 at 11.00 A.M. (182, 1440, 251, 1487)
column-header: ଗ୍ରାମ ପଞ୍ଚାୟତସ୍ତରରେ ଜନଶୁଣାଣି ବା ସାମାଜିକ ସମୀକ୍ଷା (292, 1688, 405, 1709)
eye-camp-byline: ବଣାଇଁ,୧୭ା୧୨(ସ୍ୱ.ପ୍ର.) (1105, 1149, 1233, 1164)
table-cell: ୦୪।୦୧।୨୦୧୮ରୁ ୧୦।୦୧।୨୦୧୮ (88, 1721, 216, 1744)
table-row (35, 1744, 540, 1767)
table-cell: ବି.ପି.ଓ./ପଞ୍ଚାୟତ ନିର୍ବାହୀ ଅଧିକାରୀ/ଜି.ଆର୍.ଏସ୍. (442, 1767, 540, 1790)
table-cell: Dt.11.01.2018 at 11.00 A.M. (397, 1440, 467, 1487)
table-cell: ୧୧।୦୧।୨୦୧୮ (216, 1721, 291, 1744)
column-number: ୧ (35, 1709, 89, 1721)
table-cell: ମଞ୍ଜୁରୀ (35, 1859, 89, 1882)
column-number: 4 (251, 1426, 321, 1440)
table-cell: ପୂ.୧୧.୦୦ଘ (404, 1905, 442, 1928)
table-cell: ୨୭।୦୧।୨୦୧୮ (292, 1859, 405, 1882)
table-cell: ୧୮।୦୧।୨୦୧୮ (216, 1813, 291, 1836)
table-cell: ଜମୁଗାଁ (35, 1836, 89, 1859)
panchayat-table (34, 1688, 540, 1998)
column-number: 5 (321, 1426, 397, 1440)
black-mark (760, 2236, 776, 2252)
mandi-headline: ଡେଟ୍‌ଲାଇନ ପୂରିଲା, ଖୋଲିଲାନି ମଣ୍ଡି (1105, 151, 1415, 256)
table-cell: ୧୮।୦୧।୨୦୧୮ (216, 1836, 291, 1859)
column-header: ଜନଶୁଣାଣି ନିମନ୍ତେ ତଥ୍ୟ ପ୍ରସ୍ତୁତି (216, 1688, 291, 1709)
table-cell: ବି.ପି.ଓ./ପଞ୍ଚାୟତ ନିର୍ବାହୀ ଅଧିକାରୀ/ଜି.ଆର୍.ଏସ୍. (442, 1744, 540, 1767)
table-cell: ବି.ପି.ଓ./ପଞ୍ଚାୟତ ନିର୍ବାହୀ ଅଧିକାରୀ/ଜି.ଆର୍.ଏସ୍. (442, 1859, 540, 1882)
odisha-emblem-icon (1116, 1726, 1152, 1762)
table-row (35, 1859, 540, 1882)
brief-title: କଳ୍ପନା, ଇଗ୍ନେସ୍ ଚାମ୍ପିୟନ (35, 216, 183, 231)
table-cell: ୧୮।୦୧।୨୦୧୮ରୁ ୨୪।୦୧।୨୦୧୮ (88, 1905, 216, 1928)
caption: ନିମ୍ନମାନର ଶୌଚାଳୟ। (785, 691, 896, 705)
table-cell: ବି.ପି.ଓ./ପଞ୍ଚାୟତ ନିର୍ବାହୀ ଅଧିକାରୀ/ଜି.ଆର୍.ଏସ୍. (442, 1721, 540, 1744)
column-number: ୨ (88, 1709, 216, 1721)
table-cell: ପୂ.୧୧.୦୦ଘ (404, 1974, 442, 1997)
yellow-mark (1220, 2236, 1236, 2252)
mandi-body: ଡିସେମ୍ବର ୧୫ ସୁଦ୍ଧା ସରକାରଙ୍କ ତରଫରୁ ବଣାଇଁ ଉପଖଣ୍ଡରେ ଧାନମଣ୍ଡି ଖୋଲିବାର ଡେଟ୍‌ଲାଇନ୍ ଘୋଷଣା କରାଯାଇଥିଲା। ହେଲେ ଇତି ମଧ୍ୟରେ ଡେଟ୍‌ଲାଇନ ଅତିକ୍ରାନ୍ତ ହୋଇସାରିଲାଣି। ଫଳରେ ଅଞ୍ଚଳର ଚାଷୀମାନେ ମଣ୍ଡି କେବେ ଖୋଲିବ ବୋଲି ଅପେକ୍ଷା କରିଛନ୍ତି। ଅଣ୍ଡାରସନ ପଞ୍ଚାୟତ ଓ ଲାହୁଣିପଡ଼ା ବ୍ଲକରେ ମଣ୍ଡି ଖୋଲିବା ପାଇଁ ପ୍ରସ୍ତୁତି ଚାଲିଥିବାବେଳେ ଚାଷୀଙ୍କ ପାଇଁ ଟୋକନ ବଣ୍ଟନ ହୋଇନାହିଁ। ଧାନ ବିକ୍ରି କରିବା ପାଇଁ ଚାଷୀ ଫାଙ୍କା ସମୟରେ ଦଲାଲଙ୍କ ପାଖକୁ ଯାଉଛନ୍ତି। ଧାନ ମଣ୍ଡି ଖୋଲା ଯାଇନଥିବାରୁ ସାଧାରଣରେ ଚର୍ଚ୍ଚା ହୋଇଛି। (1105, 285, 1477, 448)
table-cell: ୧୮।୦୧।୨୦୧୮ (216, 1790, 291, 1813)
table-cell: ବି.ପି.ଓ./ପଞ୍ଚାୟତ ନିର୍ବାହୀ ଅଧିକାରୀ/ଜି.ଆର୍.ଏସ୍. (442, 1928, 540, 1951)
table-cell: ବି.ପି.ଓ./ପଞ୍ଚାୟତ ନିର୍ବାହୀ ଅଧିକାରୀ/ଜି.ଆର୍.ଏସ୍. (442, 1951, 540, 1974)
column-number: 3 (182, 1426, 251, 1440)
table-cell: ବାହାଡ଼ା (35, 1790, 89, 1813)
table-cell: ୨୭।୦୧।୨୦୧୮ (292, 1905, 405, 1928)
photo-highmast (959, 390, 1082, 690)
table-cell: ପୂ.୧୧.୦୦ଘ (404, 1836, 442, 1859)
portrait-seal-icon (1437, 1276, 1475, 1314)
